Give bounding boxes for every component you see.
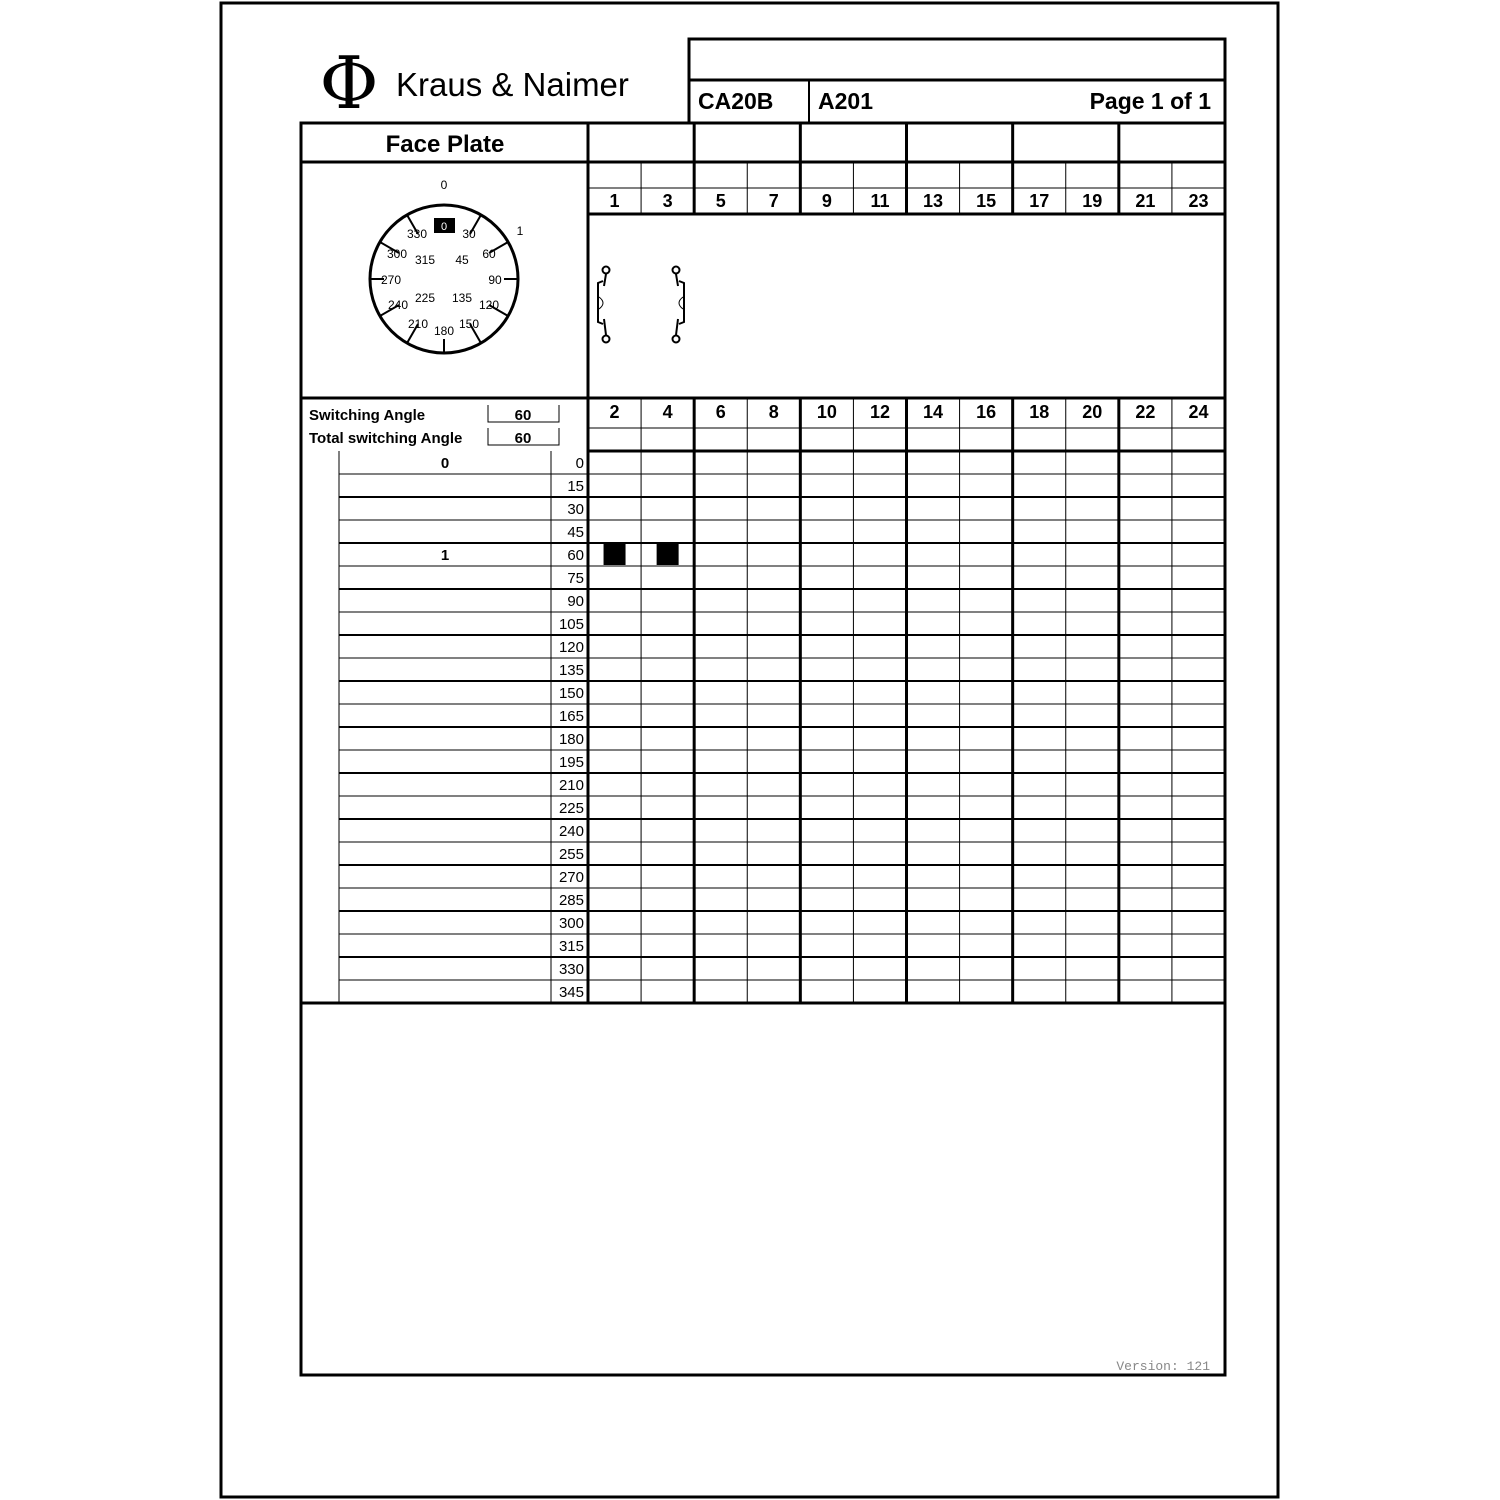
table-row [559,915,584,932]
dial-label: 240 [387,298,409,312]
terminal-number-bottom: 4 [662,402,673,422]
position-degree: 315 [558,938,584,955]
table-row [567,524,584,541]
dial-label: 60 [482,247,496,261]
terminal-number-top: 13 [923,191,944,211]
position-table [301,451,1225,1003]
header-block [689,39,1225,123]
dial-labels [381,227,502,338]
terminal-number-top: 11 [870,191,890,211]
terminal-number-bottom: 22 [1135,402,1156,422]
table-row [567,478,584,495]
position-degree: 15 [567,478,584,495]
terminal-number-bottom: 2 [609,402,620,422]
terminal-number-top: 5 [715,191,726,211]
terminal-number-bottom: 16 [976,402,997,422]
closed-contact-mark [604,544,626,565]
terminal-number-top: 9 [821,191,832,211]
table-row [559,823,584,840]
dial-label: 90 [488,273,502,287]
table-row [567,501,584,518]
position-degree: 240 [558,823,584,840]
contact-symbol [673,267,685,343]
contact-symbol [598,267,610,343]
contact-grid-lines [588,123,1225,1003]
terminal-number-bottom: 10 [816,402,837,422]
face-plate-title: Face Plate [385,131,505,158]
code-number: A201 [818,88,873,114]
terminal-number-top: 7 [768,191,779,211]
table-row [559,639,584,656]
terminal-number-top: 1 [609,191,620,211]
total-switching-angle-value: 60 [514,430,532,447]
total-switching-angle-label: Total switching Angle [309,430,463,447]
dial-side-label: 1 [516,224,524,238]
position-degree: 75 [567,570,584,587]
closed-contact-mark [657,544,679,565]
dial-label: 225 [414,291,436,305]
terminal-number-bottom: 14 [923,402,944,422]
table-row [559,685,584,702]
switching-angle-value: 60 [514,407,532,424]
model-number: CA20B [698,88,774,114]
brand-name: Kraus & Naimer [396,66,629,103]
table-row [567,570,584,587]
position-degree: 90 [567,593,584,610]
dial-label: 135 [451,291,473,305]
position-degree: 30 [567,501,584,518]
table-row [559,869,584,886]
phi-logo-icon: Φ [319,41,379,125]
table-row [559,777,584,794]
main-frame [301,123,1225,1375]
position-degree: 270 [558,869,584,886]
position-degree: 60 [567,547,584,564]
terminal-number-bottom: 6 [715,402,726,422]
dial-label: 120 [478,298,500,312]
table-row [567,593,584,610]
position-degree: 135 [558,662,584,679]
table-row [441,455,584,472]
dial-label: 210 [407,317,429,331]
table-row [559,892,584,909]
position-degree: 165 [558,708,584,725]
position-degree: 285 [558,892,584,909]
position-degree: 150 [558,685,584,702]
position-degree: 225 [558,800,584,817]
terminal-number-bottom: 24 [1188,402,1209,422]
terminal-number-top: 17 [1029,191,1050,211]
terminal-number-top: 15 [976,191,997,211]
dial-label: 150 [458,317,480,331]
dial-label: 300 [386,247,408,261]
terminal-number-top: 23 [1188,191,1209,211]
table-row [559,754,584,771]
terminal-number-top: 3 [662,191,673,211]
dial-top-label: 0 [440,178,448,192]
position-label: 1 [440,547,450,564]
position-label: 0 [440,455,450,472]
table-row [559,708,584,725]
table-row [559,731,584,748]
position-degree: 210 [558,777,584,794]
table-row [559,961,584,978]
dial-label: 30 [462,227,476,241]
position-degree: 255 [558,846,584,863]
dial-label: 45 [455,253,469,267]
switching-angle-label: Switching Angle [309,407,426,424]
terminal-number-top: 19 [1082,191,1103,211]
position-degree: 330 [558,961,584,978]
terminal-number-bottom: 8 [768,402,779,422]
dial-label: 315 [414,253,436,267]
position-degree: 120 [558,639,584,656]
dial-label: 270 [380,273,402,287]
table-row [559,800,584,817]
terminal-number-bottom: 20 [1082,402,1103,422]
table-row [559,616,584,633]
table-row [559,846,584,863]
dial-label: 180 [433,324,455,338]
table-row [559,662,584,679]
table-row [441,547,584,564]
terminal-number-top: 21 [1135,191,1156,211]
dial-pointer-label: 0 [440,221,448,233]
position-degree: 180 [558,731,584,748]
position-degree: 105 [558,616,584,633]
position-degree: 195 [558,754,584,771]
dial-label: 330 [406,227,428,241]
position-degree: 300 [558,915,584,932]
terminal-number-bottom: 18 [1029,402,1050,422]
position-degree: 45 [567,524,584,541]
terminal-number-bottom: 12 [869,402,890,422]
version-label: Version: 121 [1116,1359,1210,1374]
face-plate-section [301,123,1225,1003]
table-row [559,984,584,1001]
page-number: Page 1 of 1 [1089,88,1211,114]
position-degree: 0 [575,455,584,472]
position-degree: 345 [558,984,584,1001]
table-row [559,938,584,955]
